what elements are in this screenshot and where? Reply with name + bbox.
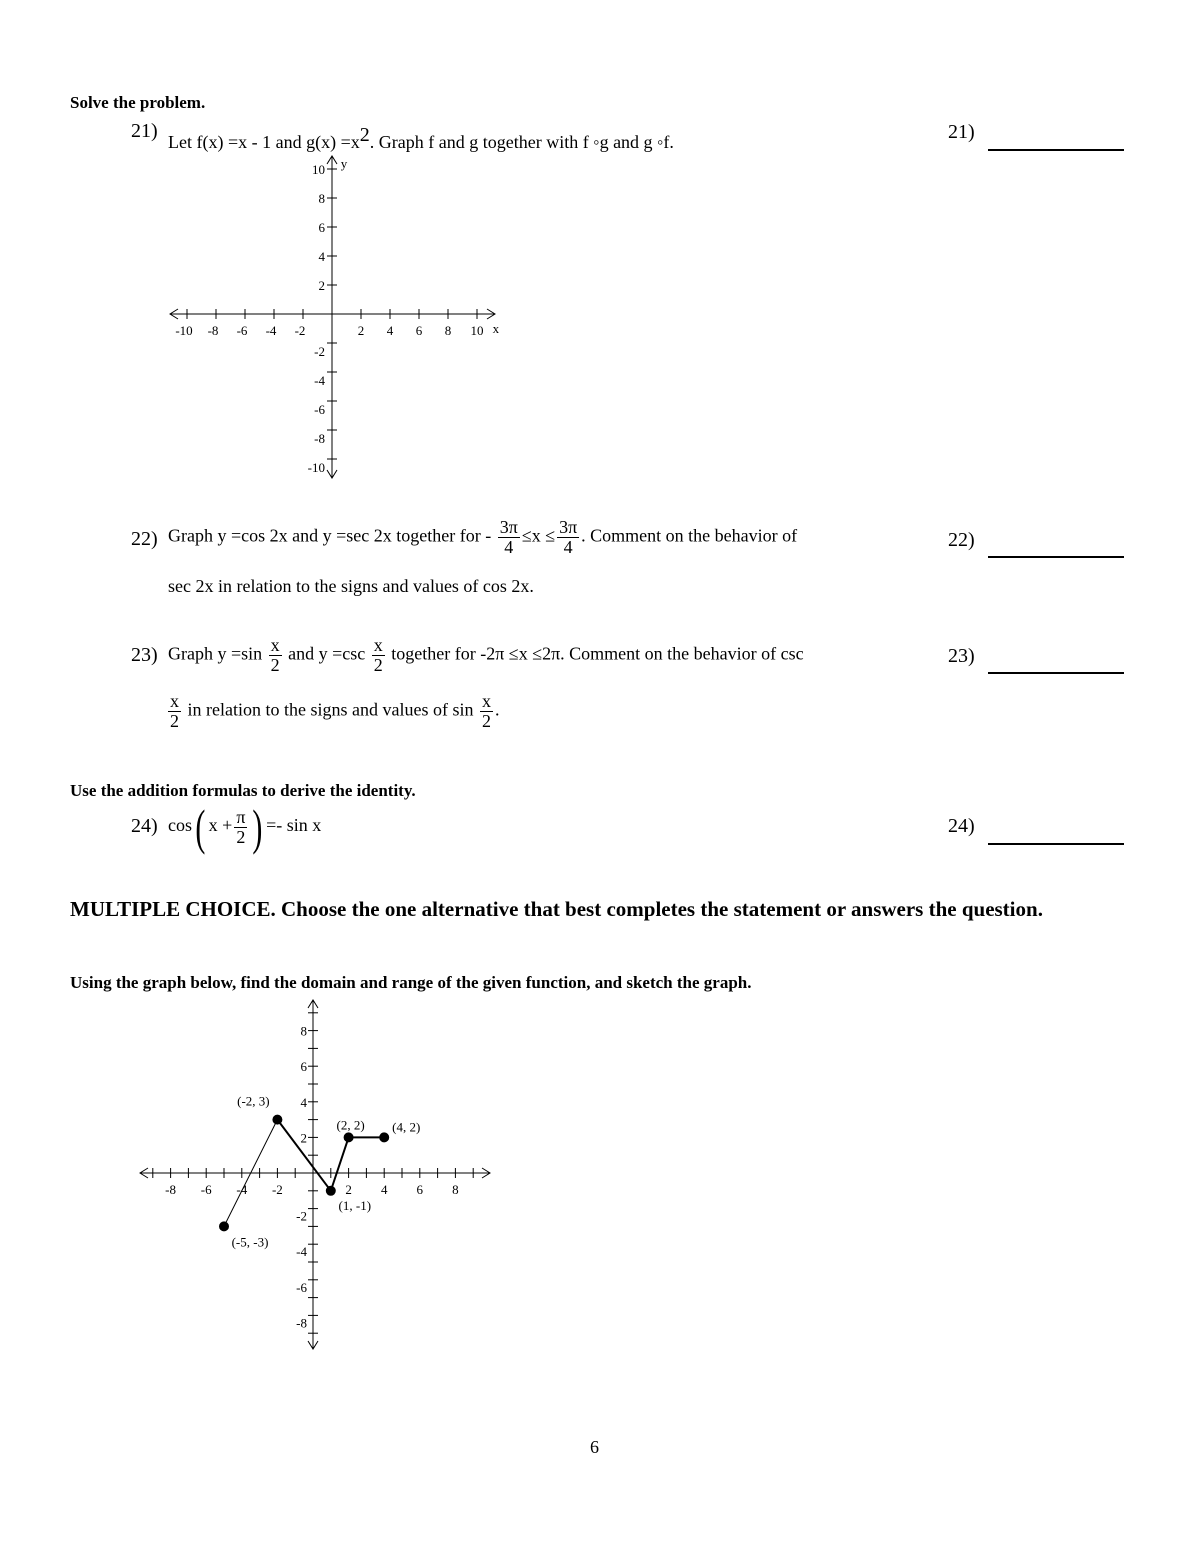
q22-text-a: Graph y =cos 2x and y =sec 2x together for - [168, 525, 492, 546]
q22-number: 22) [131, 528, 158, 550]
multiple-choice-heading: MULTIPLE CHOICE. Choose the one alternative that best completes the statement or answers the question. [70, 897, 1043, 921]
page-number: 6 [590, 1437, 599, 1457]
data-point [220, 1222, 229, 1231]
mc-instruction: Using the graph below, find the domain and range of the given function, and sketch the graph. [70, 973, 752, 992]
q24-rhs: =- sin x [266, 815, 322, 836]
q21-number: 21) [131, 120, 158, 142]
point-label: (4, 2) [392, 1119, 421, 1135]
y-tick-label: 2 [318, 278, 325, 293]
y-tick-label: 6 [318, 220, 325, 235]
x-tick-label: 4 [380, 1182, 388, 1197]
x-tick-label: 2 [345, 1182, 352, 1197]
q23-text [168, 636, 804, 675]
data-point [380, 1133, 389, 1142]
x-tick-label: -8 [165, 1182, 177, 1197]
section-heading-solve: Solve the problem. [70, 93, 206, 112]
q21-sup: 2 [359, 124, 370, 146]
x-tick-label: -4 [265, 323, 277, 338]
q24-answer-blank[interactable] [988, 843, 1124, 845]
q24-fraction: $\frac{\pi}{2}$ [236, 806, 246, 847]
q24-x-plus: x + [208, 815, 233, 836]
q23-fraction-2: $\frac{x}{2}$ [373, 635, 383, 675]
q21-text-main: Let f(x) =x - 1 and g(x) =x [168, 132, 360, 152]
right-paren-icon: ) [252, 799, 263, 855]
q21-text [168, 124, 674, 153]
y-tick-label: -2 [296, 1208, 307, 1224]
left-paren-icon: ( [195, 799, 206, 855]
q22-mid: ≤x ≤ [521, 525, 556, 546]
x-tick-label: -6 [200, 1182, 212, 1197]
section-heading-addition-formulas: Use the addition formulas to derive the identity. [70, 781, 416, 800]
q22-answer-blank[interactable] [988, 556, 1124, 558]
y-tick-label: -8 [296, 1315, 307, 1331]
q23-answer-blank[interactable] [988, 672, 1124, 674]
q24-number: 24) [131, 815, 158, 837]
q22-line2: sec 2x in relation to the signs and values of cos 2x. [168, 576, 534, 596]
x-tick-label: 6 [415, 323, 423, 338]
x-tick-label: 4 [386, 323, 394, 338]
point-label: (1, -1) [338, 1197, 372, 1213]
y-tick-label: -4 [296, 1244, 307, 1260]
q23-line2-end: . [494, 699, 500, 720]
data-point [273, 1115, 282, 1124]
x-tick-label: -8 [207, 323, 219, 338]
mc-function-graph [130, 995, 500, 1355]
q23-number: 23) [131, 644, 158, 666]
y-tick-label: -6 [296, 1279, 307, 1295]
x-tick-label: 8 [444, 323, 452, 338]
x-tick-label: -2 [271, 1182, 283, 1197]
q23-text-b: and y =csc [288, 643, 366, 664]
x-tick-label: -4 [236, 1182, 248, 1197]
y-tick-label: 4 [300, 1094, 307, 1110]
x-tick-label: 6 [416, 1182, 424, 1197]
q23-text-c: together for -2π ≤x ≤2π. Comment on the behavior of csc [391, 643, 804, 664]
q23-fraction-4: $\frac{x}{2}$ [481, 691, 491, 731]
q22-fraction-right: $\frac{3\pi}{4}$ [559, 517, 578, 557]
q23-answer-label: 23) [948, 645, 975, 667]
q21-text-after: . Graph f and g together with f ◦g and g ◦f. [369, 132, 674, 152]
y-tick-label: -8 [314, 431, 325, 446]
q23-fraction-3: $\frac{x}{2}$ [170, 691, 179, 731]
function-line [277, 1120, 384, 1191]
q23-text-a: Graph y =sin [168, 643, 263, 664]
q22-answer-label: 22) [948, 529, 975, 551]
q22-fraction-left: $\frac{3\pi}{4}$ [499, 517, 518, 557]
q24-answer-label: 24) [948, 815, 975, 837]
y-tick-label: -4 [314, 373, 325, 388]
x-tick-label: -2 [294, 323, 306, 338]
y-tick-label: -10 [307, 460, 325, 475]
y-tick-label: 10 [312, 162, 325, 177]
y-tick-label: 2 [300, 1130, 307, 1146]
data-point [344, 1133, 353, 1142]
x-tick-label: 8 [452, 1182, 459, 1197]
q23-line2 [166, 692, 499, 731]
x-tick-label: -10 [175, 323, 193, 338]
y-tick-label: 8 [318, 191, 325, 206]
y-tick-label: -6 [314, 402, 325, 417]
x-axis-label: x [492, 321, 500, 336]
x-tick-label: -6 [236, 323, 248, 338]
x-tick-label: 10 [470, 323, 484, 338]
y-tick-label: -2 [314, 344, 325, 359]
point-label: (2, 2) [336, 1117, 365, 1133]
y-tick-label: 6 [300, 1059, 307, 1075]
point-label: (-5, -3) [231, 1234, 269, 1250]
y-axis-label: y [340, 156, 348, 171]
q21-answer-label: 21) [948, 121, 975, 143]
q23-fraction-1: $\frac{x}{2}$ [270, 635, 280, 675]
point-label: (-2, 3) [237, 1093, 270, 1109]
x-tick-label: 2 [357, 323, 365, 338]
q22-text [168, 518, 797, 557]
q24-expression [168, 799, 322, 855]
y-tick-label: 4 [318, 249, 325, 264]
q22-text-b: . Comment on the behavior of [581, 525, 798, 546]
data-point [326, 1186, 335, 1195]
q21-answer-blank[interactable] [988, 149, 1124, 151]
q23-line2-text: in relation to the signs and values of sin [187, 699, 474, 720]
q21-coordinate-grid [160, 150, 520, 485]
q24-cos: cos [168, 815, 192, 836]
y-tick-label: 8 [300, 1023, 307, 1039]
